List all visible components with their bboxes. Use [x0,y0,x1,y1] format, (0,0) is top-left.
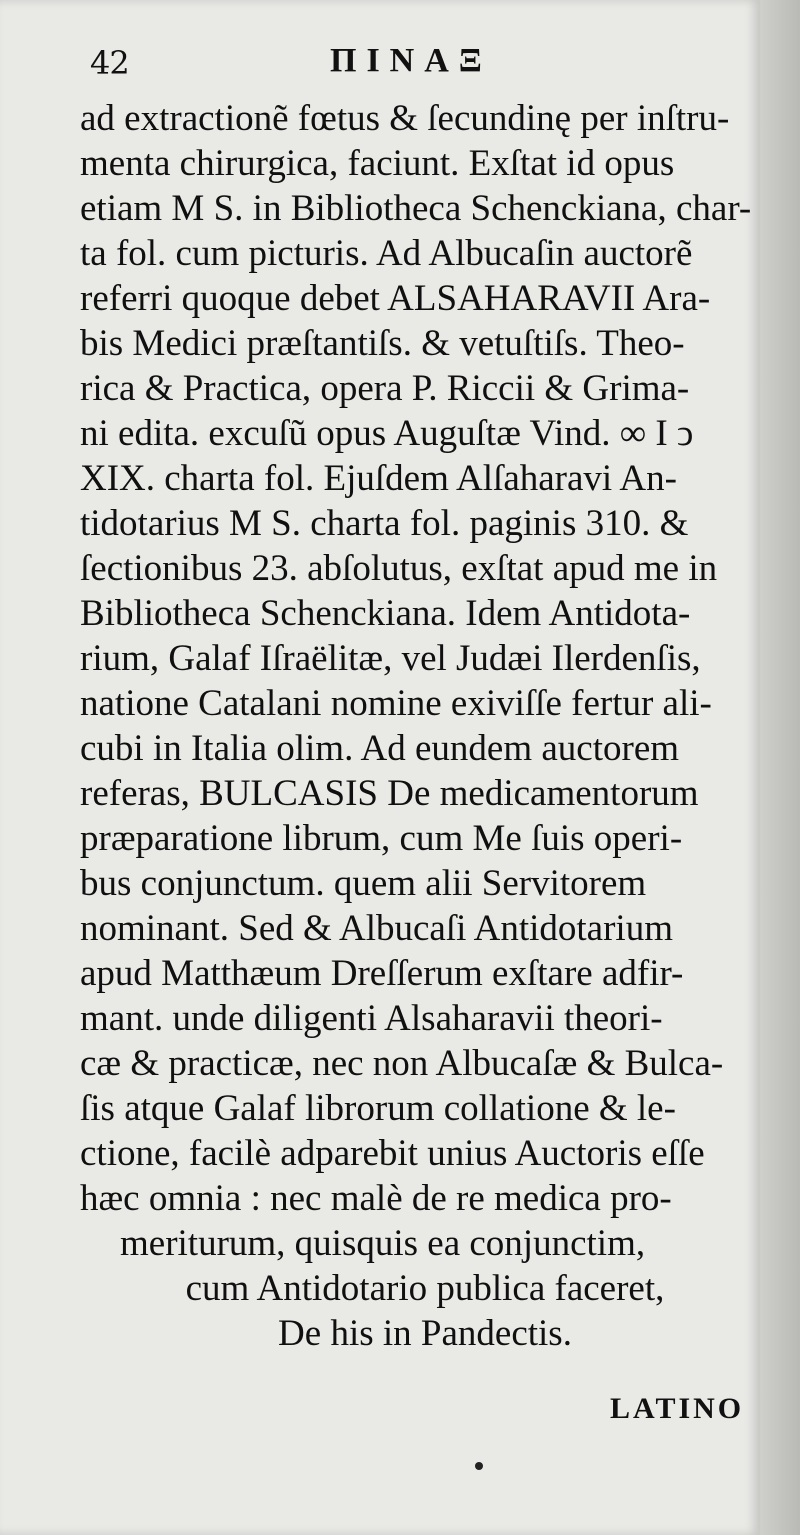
text-line: referri quoque debet ALSAHARAVII Ara- [80,278,711,319]
text-line: ctione, facilè adparebit unius Auctoris eſſe [80,1133,705,1174]
text-line: natione Catalani nomine exiviſſe fertur ali- [80,683,712,724]
text-line: etiam M S. in Bibliotheca Schenckiana, char- [80,188,752,229]
text-line: menta chirurgica, faciunt. Exſtat id opus [80,143,675,184]
text-line: rica & Practica, opera P. Riccii & Grima- [80,368,690,409]
closing-line: meriturum, quisquis ea conjunctim, [120,1223,646,1264]
text-line: bis Medici præſtantiſs. & vetuſtiſs. Theo- [80,323,685,364]
text-line: ni edita. excuſũ opus Auguſtæ Vind. ∞ I ͻ [80,413,694,454]
text-line: XIX. charta fol. Ejuſdem Alſaharavi An- [80,458,677,499]
running-title: ΠΙΝΑΞ [330,42,492,79]
page-number: 42 [90,44,129,82]
text-line: bus conjunctum. quem alii Servitorem [80,863,647,904]
text-line: apud Matthæum Dreſſerum exſtare adfir- [80,953,684,994]
catchword: LATINO [610,1392,745,1425]
body-text [80,96,760,1356]
text-line: nominant. Sed & Albucaſi Antidotarium [80,908,673,949]
text-line: referas, BULCASIS De medicamentorum [80,773,699,814]
text-line: ta fol. cum picturis. Ad Albucaſin auctorẽ [80,233,693,274]
text-line: præparatione librum, cum Me ſuis operi- [80,818,683,859]
closing-line: cum Antidotario publica faceret, [185,1268,665,1309]
text-line: ſectionibus 23. abſolutus, exſtat apud me in [80,548,718,589]
text-line: mant. unde diligenti Alsaharavii theori- [80,998,663,1039]
page-header [90,40,650,96]
text-line: Bibliotheca Schenckiana. Idem Antidota- [80,593,691,634]
text-line: ſis atque Galaf librorum collatione & le- [80,1088,676,1129]
text-line: cæ & practicæ, nec non Albucaſæ & Bulca- [80,1043,724,1084]
ink-dot [475,1462,483,1470]
page-edge [760,0,800,1535]
text-line: cubi in Italia olim. Ad eundem auctorem [80,728,680,769]
text-line: rium, Galaf Iſraëlitæ, vel Judæi Ilerdenſis, [80,638,701,679]
text-line: tidotarius M S. charta fol. paginis 310. & [80,503,689,544]
text-line: hæc omnia : nec malè de re medica pro- [80,1178,672,1219]
text-line: ad extractionẽ fœtus & ſecundinę per inſtru- [80,98,730,139]
closing-line: De his in Pandectis. [278,1313,572,1354]
